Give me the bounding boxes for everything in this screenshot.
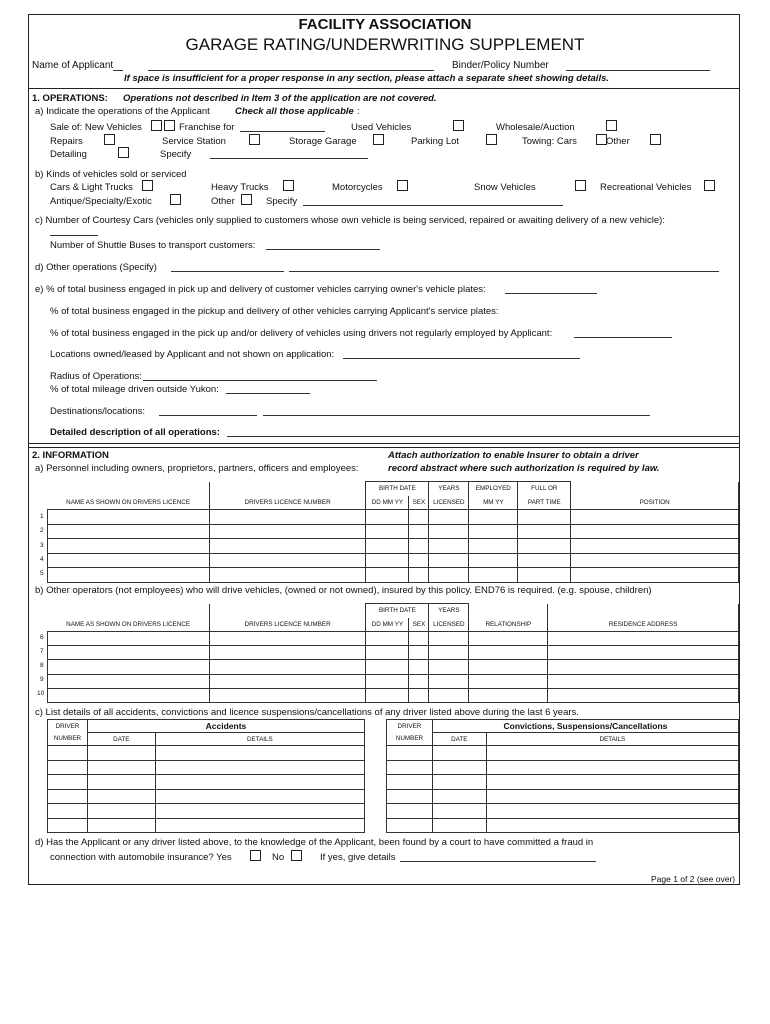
section1-heading: 1. OPERATIONS: bbox=[32, 93, 108, 104]
col-relationship: RELATIONSHIP bbox=[469, 618, 548, 632]
specify-b-label: Specify bbox=[266, 196, 298, 207]
s1a-check-note: Check all those applicable bbox=[235, 106, 354, 117]
storage-garage-checkbox[interactable] bbox=[373, 134, 384, 145]
binder-number-field[interactable] bbox=[566, 70, 710, 71]
s2b-label: b) Other operators (not employees) who will drive vehicles, (owned or not owned), insured by this policy. END76 is required. (e.g. spouse, children) bbox=[35, 585, 652, 596]
row-number: 1 bbox=[40, 513, 44, 520]
page-number: Page 1 of 2 (see over) bbox=[651, 874, 736, 884]
franchise-field[interactable] bbox=[240, 131, 325, 132]
cars-label: Cars & Light Trucks bbox=[50, 182, 133, 193]
row-number: 3 bbox=[40, 542, 44, 549]
section2-heading: 2. INFORMATION bbox=[32, 450, 109, 461]
franchise-label: Franchise for bbox=[179, 122, 235, 133]
row-number: 5 bbox=[40, 570, 44, 577]
storage-garage-label: Storage Garage bbox=[289, 136, 357, 147]
s1b-label: b) Kinds of vehicles sold or serviced bbox=[35, 169, 187, 180]
new-vehicles-checkbox[interactable] bbox=[151, 120, 162, 131]
detailed-label: Detailed description of all operations: bbox=[50, 427, 220, 438]
mileage-label: % of total mileage driven outside Yukon: bbox=[50, 384, 219, 395]
heavy-trucks-checkbox[interactable] bbox=[283, 180, 294, 191]
applicant-name-field[interactable] bbox=[148, 70, 434, 71]
fraud-details-field[interactable] bbox=[400, 861, 596, 862]
table-row[interactable] bbox=[48, 632, 739, 646]
parking-lot-checkbox[interactable] bbox=[486, 134, 497, 145]
table-row[interactable] bbox=[387, 789, 739, 804]
row-number: 7 bbox=[40, 648, 44, 655]
table-row[interactable] bbox=[48, 646, 739, 660]
parking-lot-label: Parking Lot bbox=[411, 136, 460, 147]
col-residence: RESIDENCE ADDRESS bbox=[548, 618, 739, 632]
shuttle-field[interactable] bbox=[266, 249, 380, 250]
table-row[interactable] bbox=[48, 524, 739, 539]
section1-note: Operations not described in Item 3 of the application are not covered. bbox=[123, 93, 437, 104]
col-birth-date: BIRTH DATE bbox=[366, 482, 429, 496]
convictions-table: DRIVER Convictions, Suspensions/Cancellations NUMBER DATE DETAILS bbox=[386, 719, 739, 833]
applicant-label: Name of Applicant bbox=[32, 60, 114, 71]
specify-b-field[interactable] bbox=[303, 205, 563, 206]
radius-label: Radius of Operations: bbox=[50, 371, 142, 382]
destinations-field-2[interactable] bbox=[263, 415, 650, 416]
s2d-label-2: connection with automobile insurance? Yes bbox=[50, 852, 232, 863]
table-row[interactable] bbox=[48, 775, 365, 790]
specify-field[interactable] bbox=[210, 158, 368, 159]
table-row[interactable] bbox=[48, 804, 365, 819]
e2-label: % of total business engaged in the pickup and delivery of other vehicles carrying Applicant's service plates: bbox=[50, 306, 499, 317]
e3-label: % of total business engaged in the pick up and/or delivery of vehicles using drivers not regularly employed by Applicant: bbox=[50, 328, 553, 339]
detailing-label: Detailing bbox=[50, 149, 87, 160]
col-name: NAME AS SHOWN ON DRIVERS LICENCE bbox=[48, 496, 210, 510]
col-licence: DRIVERS LICENCE NUMBER bbox=[209, 496, 366, 510]
motorcycles-label: Motorcycles bbox=[332, 182, 383, 193]
snow-vehicles-checkbox[interactable] bbox=[575, 180, 586, 191]
row-number: 9 bbox=[40, 676, 44, 683]
row-number: 10 bbox=[37, 690, 45, 697]
personnel-table: BIRTH DATE YEARS EMPLOYED FULL OR NAME AS SHOWN ON DRIVERS LICENCE DRIVERS LICENCE NUMBER DD MM YY SEX LICENSED MM YY PART TIME POSITION bbox=[47, 481, 739, 583]
s1a-label: a) Indicate the operations of the Applicant bbox=[35, 106, 210, 117]
table-row[interactable] bbox=[48, 818, 365, 833]
other-ops-field-1[interactable] bbox=[171, 271, 284, 272]
s1e-label: e) % of total business engaged in pick up and delivery of customer vehicles carrying owner's vehicle plates: bbox=[35, 284, 486, 295]
s2a-label: a) Personnel including owners, proprietors, partners, officers and employees: bbox=[35, 463, 359, 474]
other-label: Other bbox=[606, 136, 630, 147]
convictions-heading: Convictions, Suspensions/Cancellations bbox=[432, 720, 738, 733]
service-station-checkbox[interactable] bbox=[249, 134, 260, 145]
table-row[interactable] bbox=[387, 804, 739, 819]
heavy-trucks-label: Heavy Trucks bbox=[211, 182, 269, 193]
snow-vehicles-label: Snow Vehicles bbox=[474, 182, 536, 193]
auth-note-1: Attach authorization to enable Insurer to obtain a driver bbox=[388, 450, 639, 461]
row-number: 6 bbox=[40, 634, 44, 641]
wholesale-checkbox[interactable] bbox=[606, 120, 617, 131]
fraud-yes-checkbox[interactable] bbox=[250, 850, 261, 861]
table-row[interactable] bbox=[48, 510, 739, 525]
locations-label: Locations owned/leased by Applicant and not shown on application: bbox=[50, 349, 335, 360]
repairs-label: Repairs bbox=[50, 136, 83, 147]
destinations-label: Destinations/locations: bbox=[50, 406, 146, 417]
used-vehicles-label: Used Vehicles bbox=[351, 122, 412, 133]
other-b-checkbox[interactable] bbox=[241, 194, 252, 205]
detailing-checkbox[interactable] bbox=[118, 147, 129, 158]
wholesale-label: Wholesale/Auction bbox=[496, 122, 575, 133]
rec-vehicles-checkbox[interactable] bbox=[704, 180, 715, 191]
table-row[interactable] bbox=[48, 539, 739, 554]
give-details-label: If yes, give details bbox=[320, 852, 396, 863]
accidents-table: DRIVER Accidents NUMBER DATE DETAILS bbox=[47, 719, 365, 833]
specify-label: Specify bbox=[160, 149, 192, 160]
table-row[interactable] bbox=[48, 568, 739, 583]
row-number: 4 bbox=[40, 556, 44, 563]
col-position: POSITION bbox=[571, 496, 739, 510]
form-subtitle: GARAGE RATING/UNDERWRITING SUPPLEMENT bbox=[185, 35, 585, 54]
repairs-checkbox[interactable] bbox=[104, 134, 115, 145]
s1d-label: d) Other operations (Specify) bbox=[35, 262, 157, 273]
table-row[interactable] bbox=[387, 746, 739, 761]
table-row[interactable] bbox=[48, 760, 365, 775]
no-label: No bbox=[272, 852, 285, 863]
antique-label: Antique/Specialty/Exotic bbox=[50, 196, 152, 207]
accidents-heading: Accidents bbox=[87, 720, 364, 733]
table-row[interactable] bbox=[387, 818, 739, 833]
other-ops-field-2[interactable] bbox=[289, 271, 719, 272]
table-row[interactable] bbox=[387, 775, 739, 790]
table-row[interactable] bbox=[48, 674, 739, 688]
form-title: FACILITY ASSOCIATION bbox=[298, 16, 472, 33]
s1c-label: c) Number of Courtesy Cars (vehicles only supplied to customers whose own vehicle is being serviced, repaired or awaiting delivery of a new vehicle): bbox=[35, 215, 665, 226]
instruction-note: If space is insufficient for a proper response in any section, please attach a separate sheet showing details. bbox=[124, 73, 610, 84]
franchise-checkbox[interactable] bbox=[164, 120, 175, 131]
used-vehicles-checkbox[interactable] bbox=[453, 120, 464, 131]
destinations-field-1[interactable] bbox=[159, 415, 257, 416]
other-checkbox[interactable] bbox=[650, 134, 661, 145]
e3-field[interactable] bbox=[574, 337, 672, 338]
shuttle-label: Number of Shuttle Buses to transport customers: bbox=[50, 240, 256, 251]
e1-field[interactable] bbox=[505, 293, 597, 294]
binder-label: Binder/Policy Number bbox=[452, 60, 549, 71]
other-b-label: Other bbox=[211, 196, 235, 207]
fraud-no-checkbox[interactable] bbox=[291, 850, 302, 861]
table-row[interactable] bbox=[48, 660, 739, 674]
courtesy-cars-field[interactable] bbox=[50, 235, 98, 236]
table-row[interactable] bbox=[48, 789, 365, 804]
radius-field[interactable] bbox=[143, 380, 377, 381]
rec-vehicles-label: Recreational Vehicles bbox=[600, 182, 692, 193]
table-row[interactable] bbox=[48, 746, 365, 761]
s2c-label: c) List details of all accidents, convictions and licence suspensions/cancellations of any driver listed above during the last 6 years. bbox=[35, 707, 579, 718]
auth-note-2: record abstract where such authorization is required by law. bbox=[388, 463, 660, 474]
mileage-field[interactable] bbox=[226, 393, 310, 394]
s2d-label-1: d) Has the Applicant or any driver listed above, to the knowledge of the Applicant, been found by a court to have committed a fraud in bbox=[35, 837, 594, 848]
towing-label: Towing: Cars bbox=[522, 136, 577, 147]
sale-of-new-vehicles-label: Sale of: New Vehicles bbox=[50, 122, 142, 133]
antique-checkbox[interactable] bbox=[170, 194, 181, 205]
cars-checkbox[interactable] bbox=[142, 180, 153, 191]
other-operators-table: BIRTH DATE YEARS NAME AS SHOWN ON DRIVERS LICENCE DRIVERS LICENCE NUMBER DD MM YY SEX LICENSED RELATIONSHIP RESIDENCE ADDRESS bbox=[47, 603, 739, 703]
row-number: 8 bbox=[40, 662, 44, 669]
table-row[interactable] bbox=[48, 553, 739, 568]
service-station-label: Service Station bbox=[162, 136, 226, 147]
table-row[interactable] bbox=[387, 760, 739, 775]
detailed-field[interactable] bbox=[227, 436, 739, 437]
locations-field[interactable] bbox=[343, 358, 580, 359]
motorcycles-checkbox[interactable] bbox=[397, 180, 408, 191]
table-row[interactable] bbox=[48, 688, 739, 702]
row-number: 2 bbox=[40, 527, 44, 534]
